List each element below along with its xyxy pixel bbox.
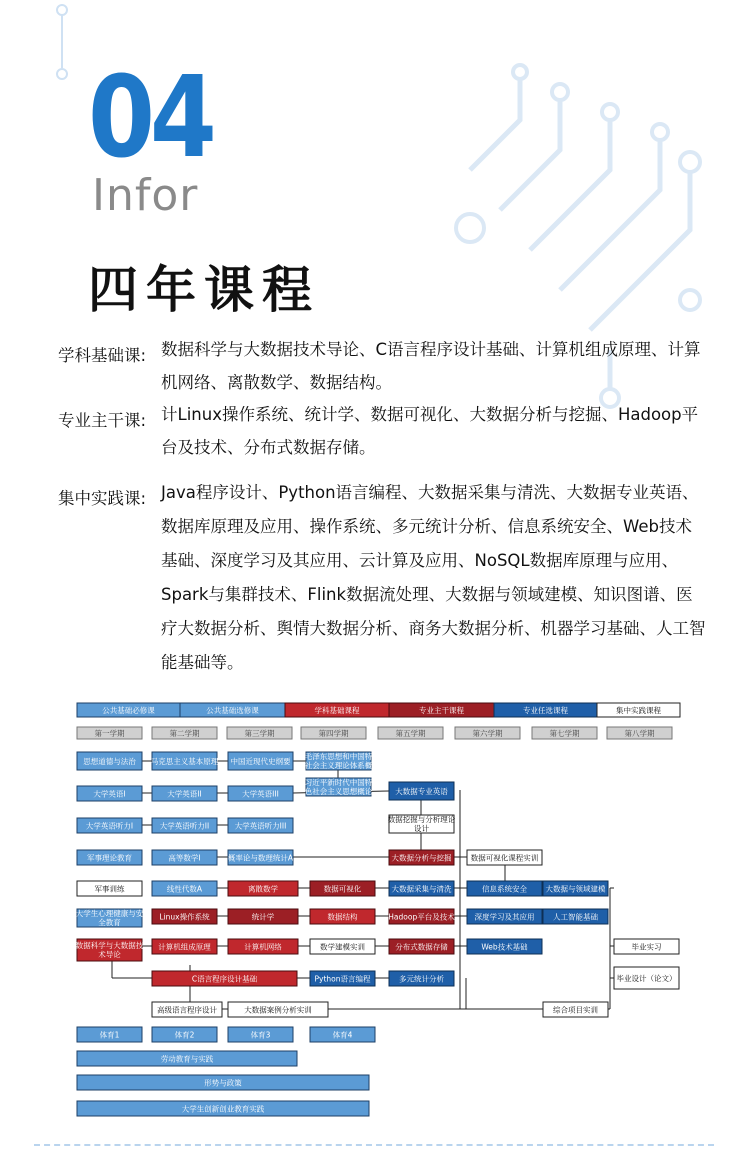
- semester-header-label: 第一学期: [94, 729, 125, 738]
- course-box: [228, 818, 293, 833]
- course-box: [543, 909, 608, 924]
- course-box: [77, 818, 142, 833]
- course-box-label: Web技术基础: [481, 942, 528, 952]
- course-text: 计Linux操作系统、统计学、数据可视化、大数据分析与挖掘、Hadoop平台及技术、分布式数据存储。: [161, 405, 699, 457]
- course-box: [228, 881, 298, 896]
- course-box: [543, 1002, 608, 1017]
- course-box: [389, 939, 454, 954]
- course-box-label: 数据挖掘与分析理论设计: [387, 815, 456, 833]
- course-box-label: 大数据案例分析实训: [244, 1005, 312, 1015]
- legend-item: [285, 703, 389, 717]
- course-box-label: 习近平新时代中国特色社会主义思想概论: [304, 778, 373, 796]
- course-box: [310, 1027, 375, 1042]
- legend-item-label: 专业任选课程: [523, 706, 568, 715]
- course-box: [228, 909, 298, 924]
- course-box-label: C语言程序设计基础: [191, 974, 258, 984]
- course-box: [310, 881, 375, 896]
- course-box-label: 数据结构: [327, 912, 358, 922]
- course-box-label: 数据可视化: [323, 884, 362, 894]
- course-box-label: 形势与政策: [204, 1078, 242, 1088]
- course-box: [152, 818, 217, 833]
- course-box: [228, 752, 293, 770]
- course-box-label: 大学英语II: [167, 789, 202, 799]
- legend-item: [389, 703, 494, 717]
- course-box: [389, 782, 454, 800]
- legend-item-label: 专业主干课程: [419, 706, 464, 715]
- course-box: [77, 850, 142, 865]
- course-box-label: 高等数学I: [168, 853, 201, 863]
- course-box: [77, 752, 142, 770]
- semester-header: [607, 727, 672, 739]
- course-box-label: 军事训练: [94, 884, 125, 894]
- course-box-label: 大学生心理健康与安全教育: [75, 909, 144, 927]
- course-box-label: 大数据专业英语: [395, 787, 448, 796]
- page-title: 四年课程: [88, 261, 320, 319]
- course-box: [614, 967, 679, 989]
- course-box: [310, 971, 375, 986]
- course-box: [77, 786, 142, 801]
- semester-header: [301, 727, 366, 739]
- course-box: [228, 1002, 328, 1017]
- course-box-label: 马克思主义基本原理: [150, 757, 219, 766]
- course-box: [228, 939, 298, 954]
- course-label: 学科基础课:: [58, 346, 147, 365]
- legend-item: [180, 703, 285, 717]
- course-box-label: 劳动教育与实践: [160, 1054, 214, 1064]
- course-box-label: 综合项目实训: [553, 1005, 598, 1015]
- course-box: [77, 1075, 369, 1090]
- course-box-label: 毕业设计（论文）: [616, 974, 677, 983]
- course-box: [467, 881, 542, 896]
- course-box-label: 思想道德与法治: [83, 757, 136, 766]
- course-box-label: 大学英语听力III: [234, 821, 287, 831]
- course-box: [77, 1101, 369, 1116]
- course-box: [152, 971, 297, 986]
- course-label: 专业主干课:: [58, 411, 147, 430]
- course-box-label: 体育3: [250, 1030, 271, 1040]
- semester-header: [532, 727, 597, 739]
- semester-header: [77, 727, 142, 739]
- course-box-label: 大学英语I: [93, 789, 126, 799]
- course-box-label: 毕业实习: [631, 942, 662, 952]
- legend-item: [77, 703, 180, 717]
- course-text: 数据科学与大数据技术导论、C语言程序设计基础、计算机组成原理、计算机网络、离散数学、数据结构。: [161, 340, 701, 392]
- course-box-label: 体育4: [332, 1030, 353, 1040]
- course-box: [467, 909, 542, 924]
- semester-header-label: 第八学期: [624, 729, 655, 738]
- course-box: [467, 850, 542, 865]
- course-box: [152, 786, 217, 801]
- course-text: Java程序设计、Python语言编程、大数据采集与清洗、大数据专业英语、数据库原理及应用、操作系统、多元统计分析、信息系统安全、Web技术基础、深度学习及其应用、云计算及应用、NoSQL数据库原理与应用、Spark与集群技术、Flink数据流处理、大数据与领域建模、知识图谱、医疗大数据分析、舆情大数据分析、商务大数据分析、机器学习基础、人工智能基础等。: [161, 483, 706, 672]
- course-box: [76, 939, 144, 961]
- course-box: [543, 881, 608, 896]
- course-box-label: 概率论与数理统计A: [227, 853, 294, 863]
- course-box: [228, 786, 293, 801]
- course-box-label: 大学英语听力I: [85, 821, 134, 831]
- course-box: [388, 909, 455, 924]
- course-box-label: 大学英语III: [242, 789, 279, 799]
- semester-header-label: 第三学期: [244, 729, 275, 738]
- course-box-label: 人工智能基础: [553, 912, 598, 922]
- course-box-label: 数学建模实训: [320, 942, 365, 952]
- course-box-label: 数据可视化课程实训: [470, 853, 539, 863]
- course-box-label: 体育2: [174, 1030, 195, 1040]
- course-box: [152, 909, 217, 924]
- course-box: [77, 881, 142, 896]
- course-box-label: Python语言编程: [314, 974, 371, 984]
- course-box-label: 军事理论教育: [87, 853, 132, 863]
- legend-item-label: 学科基础课程: [314, 706, 360, 715]
- course-box: [310, 909, 375, 924]
- course-box: [77, 1051, 297, 1066]
- course-box: [389, 850, 454, 865]
- course-box: [152, 850, 217, 865]
- legend-item-label: 公共基础必修课: [102, 706, 155, 715]
- legend-item-label: 集中实践课程: [616, 706, 661, 715]
- semester-header-label: 第七学期: [549, 729, 580, 738]
- course-box-label: 数据科学与大数据技术导论: [75, 941, 144, 959]
- semester-header: [227, 727, 292, 739]
- course-box-label: 统计学: [251, 912, 275, 922]
- course-box: [228, 1027, 293, 1042]
- course-box: [152, 881, 217, 896]
- course-box-label: 线性代数A: [166, 884, 203, 894]
- course-box-label: 体育1: [99, 1030, 120, 1040]
- course-box: [152, 1002, 222, 1017]
- course-box-label: 高级语言程序设计: [157, 1005, 217, 1015]
- legend-item: [597, 703, 680, 717]
- course-box: [297, 751, 380, 770]
- semester-header: [152, 727, 217, 739]
- course-label: 集中实践课:: [58, 489, 147, 508]
- course-box: [152, 939, 217, 954]
- course-box: [467, 939, 542, 954]
- legend-item-label: 公共基础选修课: [206, 706, 259, 715]
- course-box: [389, 881, 454, 896]
- course-box: [310, 939, 375, 954]
- course-box-label: 大数据采集与清洗: [391, 884, 452, 894]
- course-box-label: 信息系统安全: [482, 884, 527, 894]
- legend-item: [494, 703, 597, 717]
- course-box: [305, 777, 373, 796]
- course-box-label: 中国近现代史纲要: [230, 757, 291, 766]
- course-box-label: Linux操作系统: [159, 912, 210, 922]
- course-box: [614, 939, 679, 954]
- course-box-label: 深度学习及其应用: [474, 912, 535, 922]
- course-box-label: Hadoop平台及技术: [388, 912, 455, 922]
- course-box-label: 计算机网络: [244, 942, 282, 952]
- course-box-label: 毛泽东思想和中国特色社会主义理论体系概论: [297, 752, 380, 770]
- semester-header: [455, 727, 520, 739]
- semester-header-label: 第二学期: [169, 729, 200, 738]
- course-box: [388, 814, 456, 833]
- course-box-label: 计算机组成原理: [158, 942, 211, 952]
- semester-header-label: 第六学期: [472, 729, 503, 738]
- course-box-label: 大学英语听力II: [159, 821, 210, 831]
- course-box: [152, 1027, 217, 1042]
- semester-header-label: 第四学期: [318, 729, 349, 738]
- semester-header-label: 第五学期: [395, 729, 426, 738]
- course-box-label: 分布式数据存储: [395, 942, 448, 952]
- section-number: 04: [88, 53, 212, 183]
- course-box-label: 离散数学: [248, 884, 278, 894]
- bottom-divider: [34, 1144, 714, 1146]
- course-box-label: 大数据分析与挖掘: [391, 853, 452, 863]
- course-box: [228, 850, 294, 865]
- course-box: [151, 752, 219, 770]
- section-subtitle: Infor: [92, 170, 199, 221]
- course-box-label: 大学生创新创业教育实践: [181, 1104, 265, 1114]
- course-box: [77, 1027, 142, 1042]
- course-box-label: 大数据与领域建模: [545, 884, 606, 894]
- course-box: [76, 908, 144, 927]
- course-box-label: 多元统计分析: [399, 974, 444, 984]
- course-box: [389, 971, 454, 986]
- semester-header: [378, 727, 443, 739]
